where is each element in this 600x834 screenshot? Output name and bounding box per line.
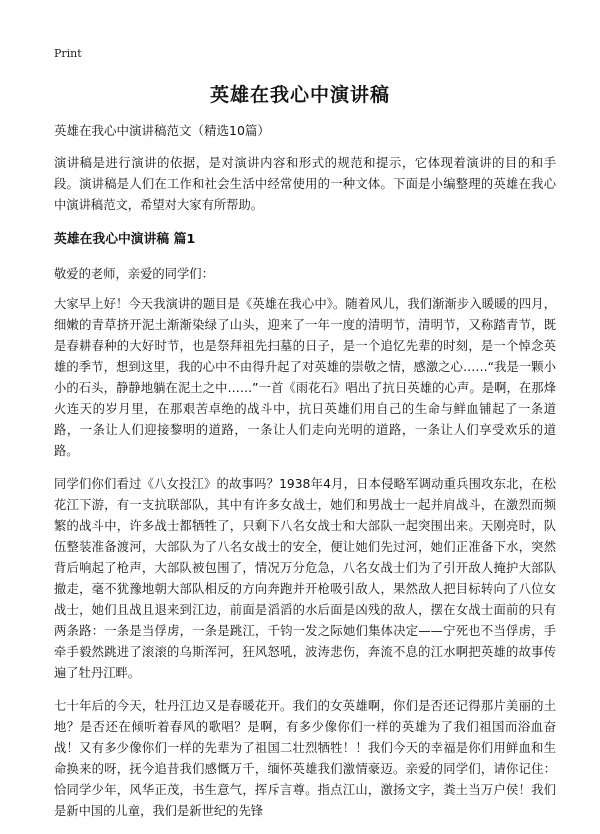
intro-paragraph: 演讲稿是进行演讲的依据，是对演讲内容和形式的规范和提示，它体现着演讲的目的和手段。演讲稿是人们在工作和社会生活中经常使用的一种文体。下面是小编整理的英雄在我心中演讲稿范文，希望对大家有所帮助。 [54, 156, 556, 212]
document-subtitle: 英雄在我心中演讲稿范文（精选10篇） [54, 123, 270, 138]
print-link[interactable]: Print [54, 47, 82, 60]
document-content [54, 122, 556, 834]
salutation: 敬爱的老师，亲爱的同学们： [54, 267, 214, 281]
document-title: 英雄在我心中演讲稿 [209, 84, 390, 106]
section-heading: 英雄在我心中演讲稿 篇1 [54, 232, 196, 247]
body-paragraph-3: 七十年后的今天，牡丹江边又是春暖花开。我们的女英雄啊，你们是否还记得那片美丽的土地？是否还在倾听着春风的歌唱？是啊，有多少像你们一样的英雄为了我们祖国而浴血奋战！又有多少像你们一样的先辈为了祖国二壮烈牺牲！！我们今天的幸福是你们用鲜血和生命换来的呀，抚今追昔我们感慨万千，缅怀英雄我们激情豪迈。亲爱的同学们，请你记住：恰同学少年，风华正茂，书生意气，挥斥言尊。指点江山，激扬文字，粪土当万户侯！我们是新中国的儿童，我们是新世纪的先锋 [54, 699, 556, 818]
body-paragraph-1: 大家早上好！今天我演讲的题目是《英雄在我心中》。随着风儿，我们渐渐步入暖暖的四月，细嫩的青草挤开泥土渐渐染绿了山头，迎来了一年一度的清明节，清明节，又称踏青节，既是春耕春种的大好时节，也是祭拜祖先扫墓的日子，是一个追忆先辈的时刻，是一个悼念英雄的季节，想到这里，我的心中不由得升起了对英雄的崇敬之情，感激之心……“我是一颗小小的石头，静静地躺在泥土之中……”一首《雨花石》唱出了抗日英雄的心声。是啊，在那烽火连天的岁月里，在那艰苦卓绝的战斗中，抗日英雄们用自己的生命与鲜血铺起了一条道路，一条让人们迎接黎明的道路，一条让人们走向光明的道路，一条让人们享受欢乐的道路。 [54, 297, 556, 458]
body-paragraph-2: 同学们你们看过《八女投江》的故事吗？1938年4月，日本侵略军调动重兵围攻东北，在松花江下游，有一支抗联部队，其中有许多女战士，她们和男战士一起并肩战斗，在激烈而频繁的战斗中，许多战士都牺牲了，只剩下八名女战士和大部队一起突围出来。天刚亮时，队伍整装准备渡河，大部队为了八名女战士的安全，便让她们先过河，她们正准备下水，突然背后响起了枪声，大部队被包围了，情况万分危急，八名女战士们为了引开敌人掩护大部队撤走，毫不犹豫地朝大部队相反的方向奔跑并开枪吸引敌人，果然敌人把目标转向了八位女战士，她们且战且退来到江边，前面是滔滔的水后面是凶残的敌人，摆在女战士面前的只有两条路：一条是当俘虏，一条是跳江，千钧一发之际她们集体决定——宁死也不当俘虏，手牵手毅然跳进了滚滚的乌斯浑河，狂风怒吼，波涛悲伤，奔流不息的江水啊把英雄的故事传遍了牡丹江畔。 [54, 477, 556, 680]
